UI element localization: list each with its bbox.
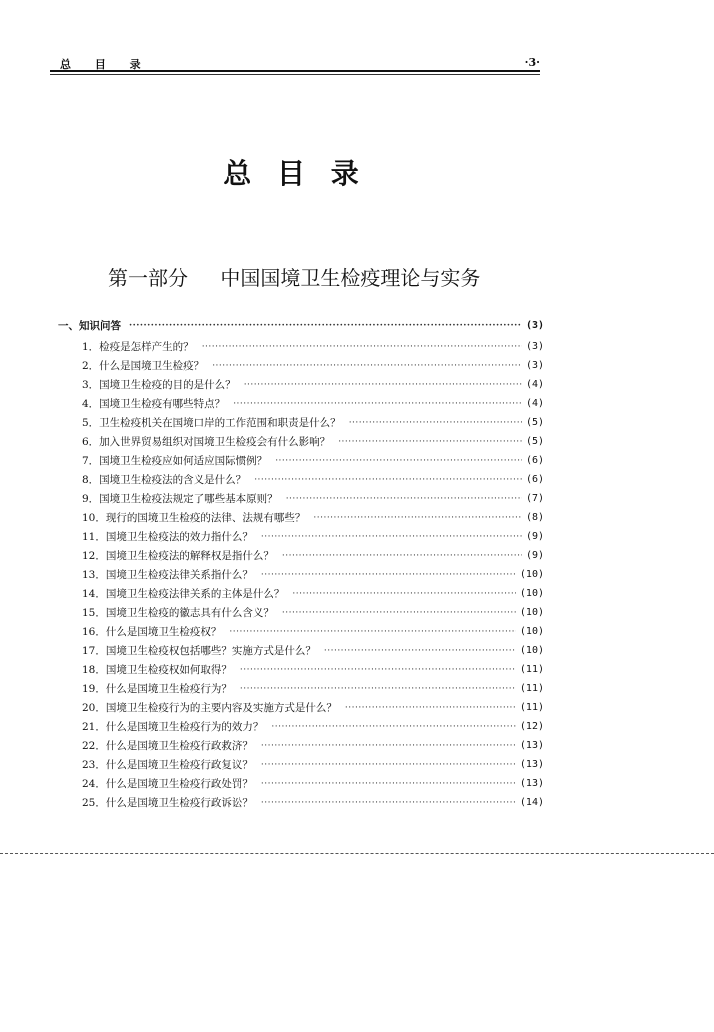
table-of-contents: [58, 316, 544, 812]
dot-leader: [129, 321, 522, 331]
page-number: ·3·: [524, 56, 540, 69]
toc-item[interactable]: [58, 432, 544, 451]
toc-item-title: 11．国境卫生检疫法的效力指什么？: [82, 531, 253, 543]
dot-leader: [313, 513, 522, 523]
toc-item[interactable]: [58, 641, 544, 660]
toc-item-page: (9): [525, 550, 544, 561]
toc-item-title: 13．国境卫生检疫法律关系指什么？: [82, 569, 253, 581]
dot-leader: [240, 684, 516, 694]
toc-item-page: (10): [519, 645, 544, 656]
toc-item-page: (13): [519, 740, 544, 751]
dot-leader: [338, 437, 522, 447]
toc-item-page: (10): [519, 588, 544, 599]
toc-item-page: (3): [525, 341, 544, 352]
toc-item-title: 23．什么是国境卫生检疫行政复议？: [82, 759, 253, 771]
toc-item[interactable]: [58, 451, 544, 470]
dot-leader: [229, 627, 516, 637]
toc-item[interactable]: [58, 774, 544, 793]
toc-item-page: (10): [519, 607, 544, 618]
toc-item[interactable]: [58, 717, 544, 736]
toc-item-title: 4．国境卫生检疫有哪些特点？: [82, 398, 226, 410]
toc-item[interactable]: [58, 565, 544, 584]
toc-item-page: (6): [525, 474, 544, 485]
toc-item-title: 21．什么是国境卫生检疫行为的效力？: [82, 721, 264, 733]
toc-item[interactable]: [58, 356, 544, 375]
dot-leader: [261, 798, 516, 808]
toc-item[interactable]: [58, 698, 544, 717]
toc-item-title: 17．国境卫生检疫权包括哪些？实施方式是什么？: [82, 645, 316, 657]
part-label: 第一部分: [108, 266, 188, 290]
toc-item[interactable]: [58, 489, 544, 508]
toc-item-page: (13): [519, 778, 544, 789]
header-rule-thin: [50, 74, 540, 75]
toc-item[interactable]: [58, 736, 544, 755]
toc-item-page: (10): [519, 626, 544, 637]
dot-leader: [349, 418, 522, 428]
toc-item-title: 25．什么是国境卫生检疫行政诉讼？: [82, 797, 253, 809]
toc-item-title: 12．国境卫生检疫法的解释权是指什么？: [82, 550, 274, 562]
dot-leader: [292, 589, 516, 599]
dot-leader: [275, 456, 522, 466]
dot-leader: [254, 475, 522, 485]
toc-item[interactable]: [58, 679, 544, 698]
dot-leader: [233, 399, 522, 409]
toc-item[interactable]: [58, 622, 544, 641]
toc-item-title: 22．什么是国境卫生检疫行政救济？: [82, 740, 253, 752]
dot-leader: [282, 608, 516, 618]
toc-section-title: 一、知识问答: [58, 320, 121, 332]
toc-item-page: (13): [519, 759, 544, 770]
toc-item[interactable]: [58, 394, 544, 413]
dot-leader: [261, 741, 516, 751]
toc-section-page: (3): [525, 320, 544, 331]
toc-item-page: (6): [525, 455, 544, 466]
toc-item[interactable]: [58, 413, 544, 432]
dot-leader: [261, 532, 522, 542]
part-heading: [108, 262, 480, 291]
toc-item-title: 7．国境卫生检疫应如何适应国际惯例？: [82, 455, 268, 467]
dot-leader: [244, 380, 522, 390]
toc-item-title: 6．加入世界贸易组织对国境卫生检疫会有什么影响？: [82, 436, 331, 448]
toc-item-title: 5．卫生检疫机关在国境口岸的工作范围和职责是什么？: [82, 417, 341, 429]
toc-item-title: 10．现行的国境卫生检疫的法律、法规有哪些？: [82, 512, 306, 524]
toc-item-title: 14．国境卫生检疫法律关系的主体是什么？: [82, 588, 285, 600]
toc-item[interactable]: [58, 527, 544, 546]
toc-item-title: 9．国境卫生检疫法规定了哪些基本原则？: [82, 493, 278, 505]
toc-item-title: 16．什么是国境卫生检疫权？: [82, 626, 222, 638]
bottom-rule: [0, 853, 714, 854]
dot-leader: [212, 361, 522, 371]
dot-leader: [271, 722, 516, 732]
toc-item-page: (14): [519, 797, 544, 808]
toc-item-title: 18．国境卫生检疫权如何取得？: [82, 664, 232, 676]
dot-leader: [261, 570, 516, 580]
toc-section[interactable]: [58, 316, 544, 335]
toc-item[interactable]: [58, 603, 544, 622]
toc-item[interactable]: [58, 508, 544, 527]
toc-item[interactable]: [58, 337, 544, 356]
toc-item-page: (4): [525, 398, 544, 409]
toc-item-title: 20．国境卫生检疫行为的主要内容及实施方式是什么？: [82, 702, 337, 714]
dot-leader: [286, 494, 522, 504]
toc-item-title: 1．检疫是怎样产生的？: [82, 341, 194, 353]
part-name: 中国国境卫生检疫理论与实务: [220, 266, 481, 290]
toc-item[interactable]: [58, 793, 544, 812]
toc-item-title: 2．什么是国境卫生检疫？: [82, 360, 205, 372]
toc-item-page: (8): [525, 512, 544, 523]
toc-item-title: 3．国境卫生检疫的目的是什么？: [82, 379, 236, 391]
dot-leader: [345, 703, 516, 713]
toc-item-title: 8．国境卫生检疫法的含义是什么？: [82, 474, 247, 486]
toc-item-page: (11): [519, 683, 544, 694]
running-header-title: 总 目 录: [60, 58, 151, 71]
toc-item[interactable]: [58, 470, 544, 489]
toc-item[interactable]: [58, 546, 544, 565]
toc-item-page: (11): [519, 664, 544, 675]
toc-item-page: (11): [519, 702, 544, 713]
running-header: [50, 56, 540, 70]
toc-item[interactable]: [58, 375, 544, 394]
toc-item-page: (12): [519, 721, 544, 732]
toc-item-page: (9): [525, 531, 544, 542]
dot-leader: [240, 665, 516, 675]
dot-leader: [324, 646, 516, 656]
toc-item-page: (5): [525, 436, 544, 447]
toc-item-title: 24．什么是国境卫生检疫行政处罚？: [82, 778, 253, 790]
toc-item-page: (10): [519, 569, 544, 580]
dot-leader: [261, 779, 516, 789]
toc-item-page: (7): [525, 493, 544, 504]
toc-item-page: (5): [525, 417, 544, 428]
toc-item[interactable]: [58, 755, 544, 774]
toc-item-title: 19．什么是国境卫生检疫行为？: [82, 683, 232, 695]
toc-item[interactable]: [58, 660, 544, 679]
dot-leader: [202, 342, 522, 352]
dot-leader: [282, 551, 522, 561]
toc-item-page: (4): [525, 379, 544, 390]
toc-item-title: 15．国境卫生检疫的徽志具有什么含义？: [82, 607, 274, 619]
dot-leader: [261, 760, 516, 770]
page-title: 总 目 录: [223, 157, 367, 190]
toc-item[interactable]: [58, 584, 544, 603]
toc-item-page: (3): [525, 360, 544, 371]
header-rule: [50, 70, 540, 72]
